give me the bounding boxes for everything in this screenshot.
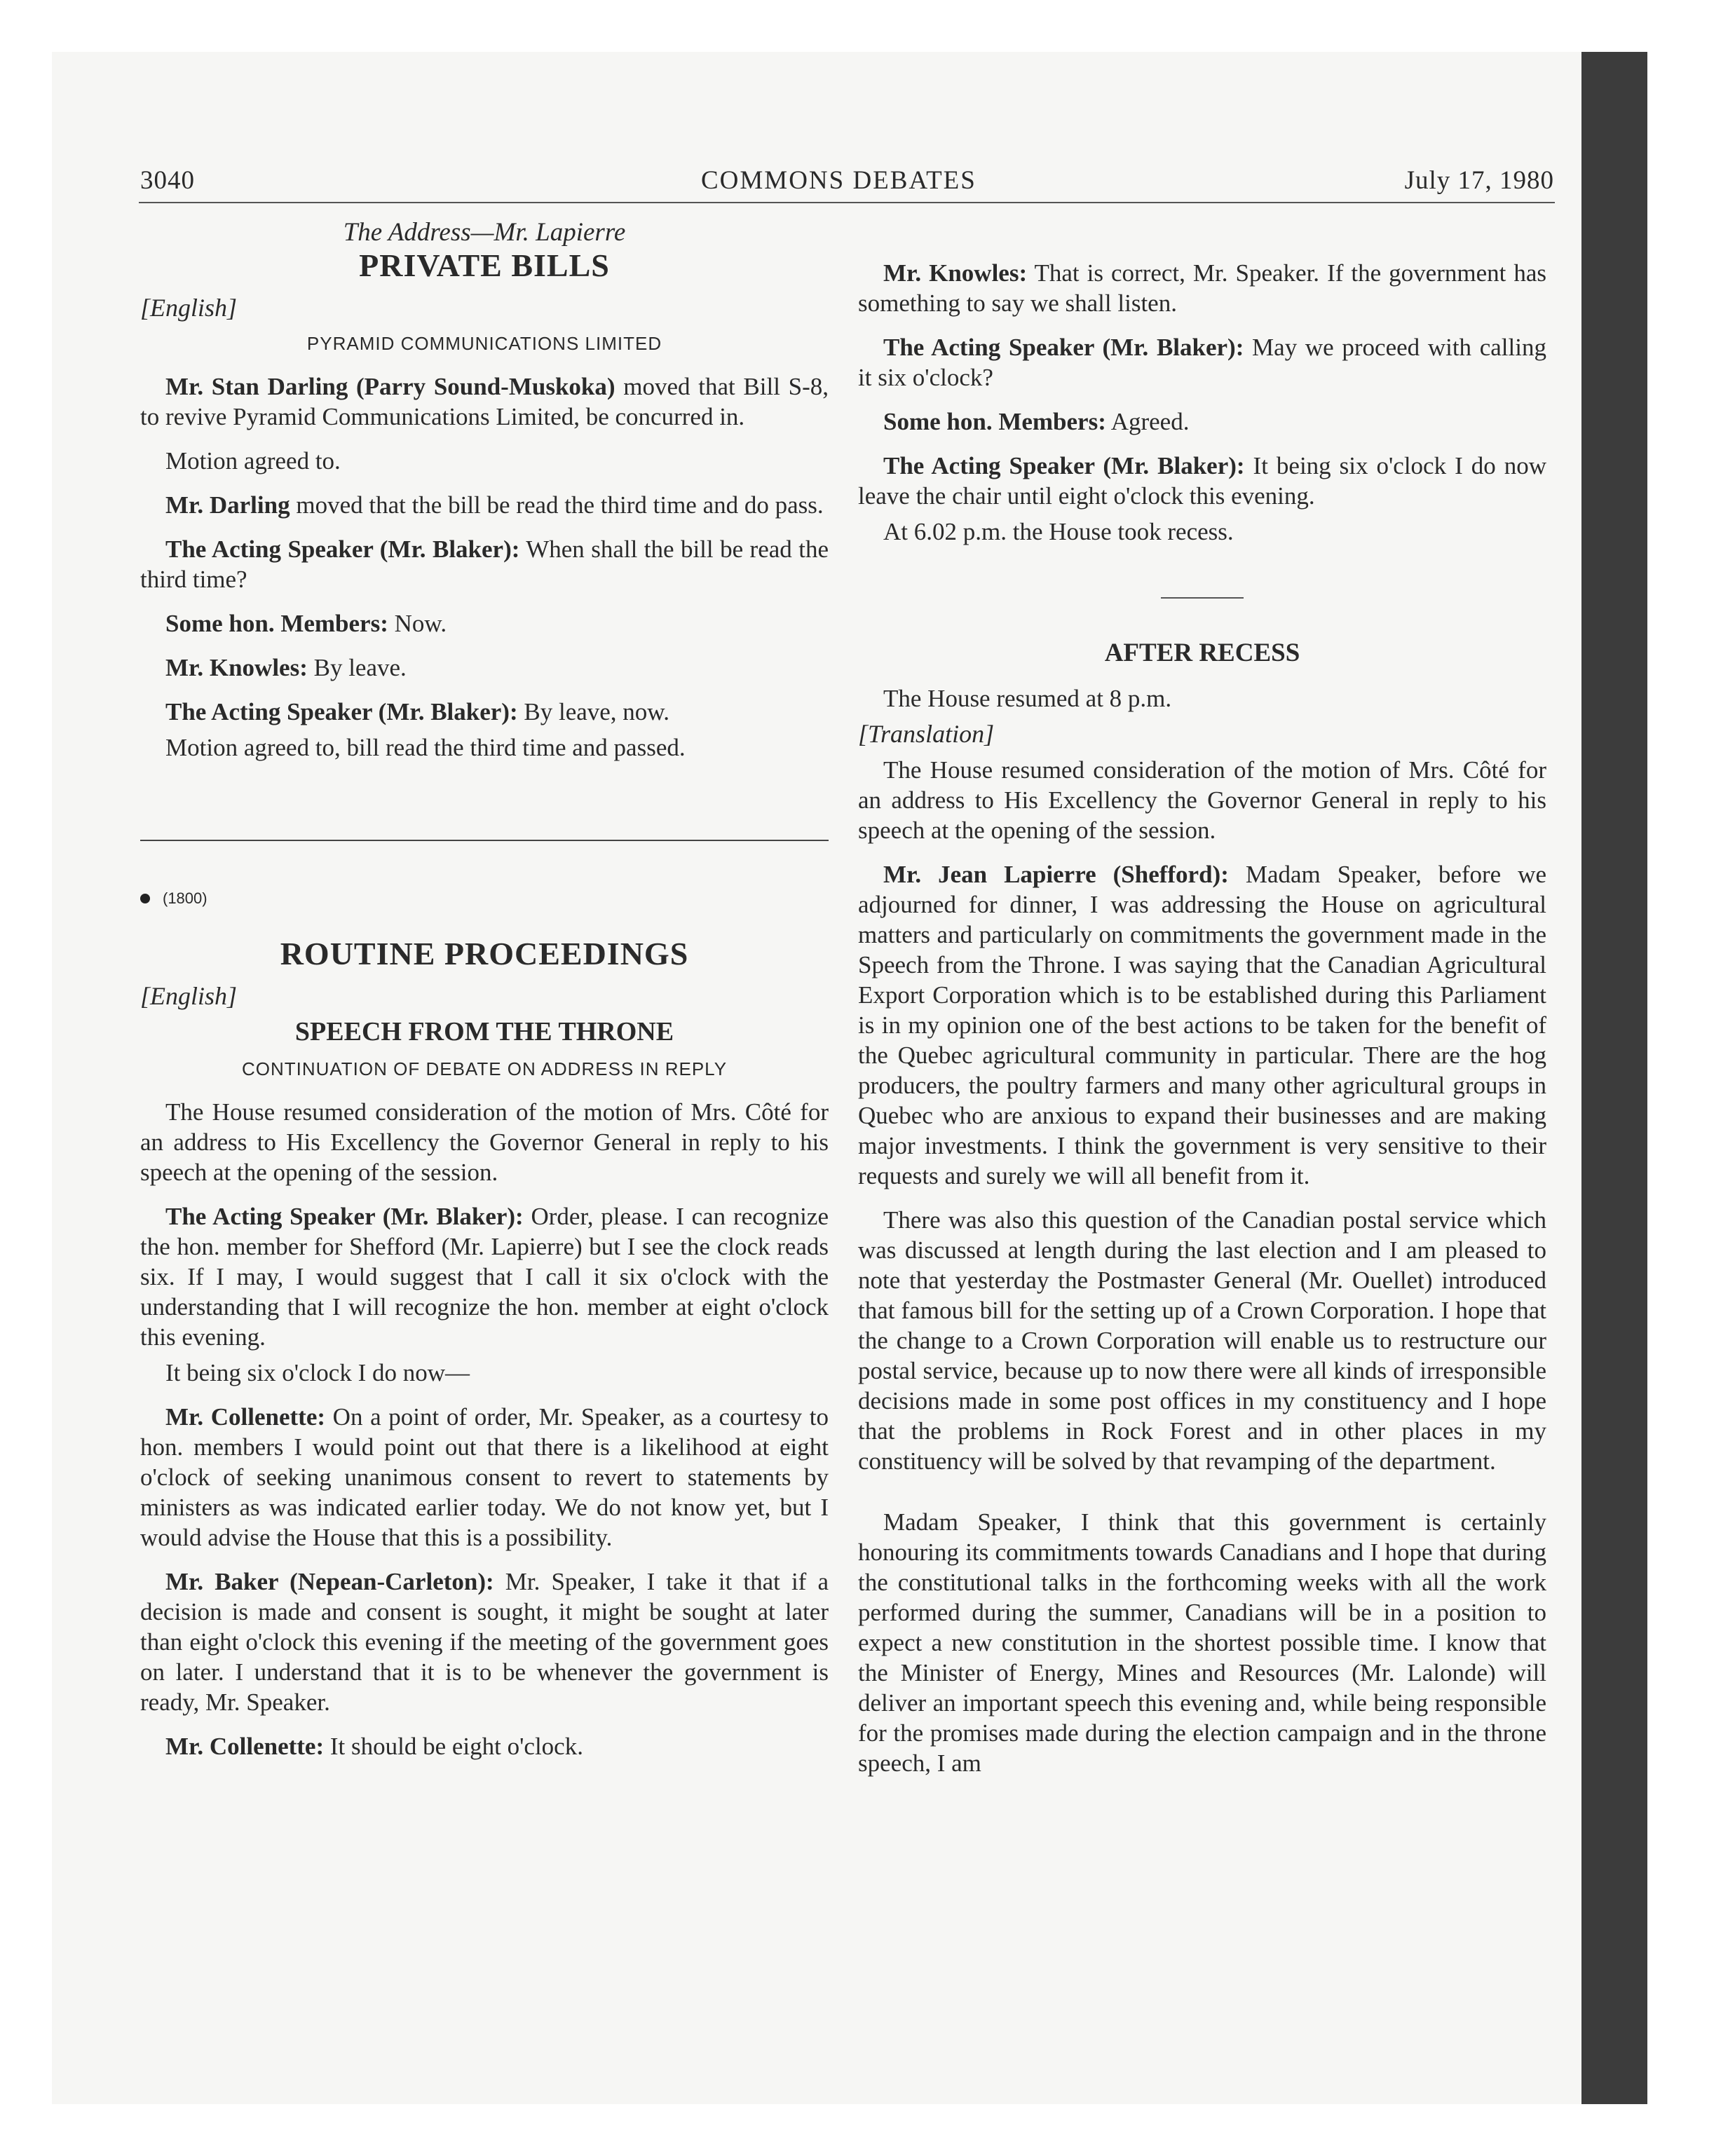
paragraph: [140, 371, 829, 432]
paragraph-text: moved that the bill be read the third time and do pass.: [290, 491, 824, 519]
paragraph-text: May we proceed with calling it six o'clock?: [858, 334, 1546, 391]
paragraph-text: Agreed.: [1105, 408, 1190, 435]
right-column: [858, 258, 1546, 1792]
paragraph-text: By leave, now.: [517, 698, 670, 725]
paragraph: [858, 258, 1546, 318]
paragraph: [858, 451, 1546, 511]
paragraph: [140, 1402, 829, 1553]
paragraph: It being six o'clock I do now—: [165, 1359, 470, 1386]
paragraph-text: moved that Bill S-8, to revive Pyramid Communications Limited, be concurred in.: [140, 373, 829, 430]
paragraph: The House resumed at 8 p.m.: [883, 685, 1172, 712]
paragraph: [140, 653, 829, 683]
subheading-continuation: CONTINUATION OF DEBATE ON ADDRESS IN REPLY: [241, 1058, 728, 1079]
paragraph: Motion agreed to.: [165, 447, 341, 475]
speaker-name: The Acting Speaker (Mr. Blaker):: [165, 535, 520, 563]
speaker-name: The Acting Speaker (Mr. Blaker):: [883, 334, 1244, 361]
paragraph-text: It being six o'clock I do now leave the chair until eight o'clock this evening.: [858, 452, 1546, 510]
language-tag: [Translation]: [858, 720, 995, 748]
paragraph-text: Order, please. I can recognize the hon. member for Shefford (Mr. Lapierre) but I see the clock reads six. If I may, I would suggest that I call it six o'clock with the understanding that I will recognize the hon. member at eight o'clock this evening.: [140, 1203, 829, 1351]
time-marker: [140, 883, 829, 913]
paragraph: [140, 490, 829, 520]
speaker-name: The Acting Speaker (Mr. Blaker):: [165, 1203, 524, 1230]
paragraph: [140, 697, 829, 727]
paragraph-text: Now.: [388, 610, 447, 637]
paragraph-text: When shall the bill be read the third time?: [140, 535, 829, 593]
paragraph-text: Mr. Speaker, I take it that if a decision is made and consent is sought, it might be sought at later than eight o'clock this evening if the meeting of the government goes on later. I understand that it is to be whenever the government is ready, Mr. Speaker.: [140, 1568, 829, 1716]
paragraph-text: Madam Speaker, before we adjourned for dinner, I was addressing the House on agricultural matters and particularly on commitments the government made in the Speech from the Throne. I was saying that the Canadian Agricultural Export Corporation which is to be established during this Parliament is in my opinion one of the best actions to be taken for the benefit of the Quebec agricultural community in particular. There are the hog producers, the poultry farmers and many other agricultural groups in Quebec who are anxious to expand their businesses and are making major investments. I think the government is very sensitive to their requests and surely we will all benefit from it.: [858, 861, 1546, 1189]
paragraph: Motion agreed to, bill read the third time and passed.: [165, 734, 686, 761]
time-marker-text: (1800): [163, 889, 207, 907]
running-title: The Address—Mr. Lapierre: [343, 218, 626, 247]
paragraph: The House resumed consideration of the motion of Mrs. Côté for an address to His Excellency the Governor General in reply to his speech at the opening of the session.: [858, 756, 1546, 844]
page-number: 3040: [140, 166, 195, 195]
paragraph: [858, 407, 1546, 437]
header-rule: [139, 202, 1555, 203]
section-heading-after-recess: AFTER RECESS: [1104, 639, 1300, 667]
speaker-name: Mr. Jean Lapierre (Shefford):: [883, 861, 1229, 888]
speaker-name: Mr. Baker (Nepean-Carleton):: [165, 1568, 494, 1595]
language-tag: [English]: [140, 982, 238, 1010]
publication-title: COMMONS DEBATES: [701, 166, 977, 195]
section-heading-routine-proceedings: ROUTINE PROCEEDINGS: [280, 936, 689, 971]
paragraph-text: On a point of order, Mr. Speaker, as a courtesy to hon. members I would point out that there is a likelihood at eight o'clock of seeking unanimous consent to revert to statements by ministers as was indicated earlier today. We do not know yet, but I would advise the House that this is a possibility.: [140, 1403, 829, 1551]
scan-edge-shadow: [1581, 52, 1647, 2104]
paragraph: [858, 332, 1546, 393]
speaker-name: Mr. Darling: [165, 491, 290, 519]
paragraph: [858, 859, 1546, 1191]
speaker-name: Some hon. Members:: [883, 408, 1106, 435]
section-divider: [1161, 597, 1244, 599]
paragraph: [140, 1567, 829, 1717]
language-tag: [English]: [140, 294, 238, 322]
speaker-name: Mr. Knowles:: [883, 259, 1028, 287]
publication-date: July 17, 1980: [1404, 166, 1554, 195]
paragraph: [140, 534, 829, 594]
paragraph: Madam Speaker, I think that this government is certainly honouring its commitments towards Canadians and I hope that during the constitutional talks in the forthcoming weeks with all the work performed during the summer, Canadians will be in a position to expect a new constitution in the shortest possible time. I know that the Minister of Energy, Mines and Resources (Mr. Lalonde) will deliver an important speech this evening and, while being responsible for the promises made during the election campaign and in the throne speech, I am: [858, 1508, 1546, 1777]
left-column: [140, 217, 829, 1775]
subheading-speech-from-throne: SPEECH FROM THE THRONE: [294, 1017, 674, 1046]
subheading-pyramid: PYRAMID COMMUNICATIONS LIMITED: [306, 333, 662, 354]
paragraph: There was also this question of the Canadian postal service which was discussed at length during the last election and I am pleased to note that yesterday the Postmaster General (Mr. Ouellet) introduced that famous bill for the setting up of a Crown Corporation. I hope that the change to a Crown Corporation will enable us to restructure our postal service, because up to now there were all kinds of irresponsible decisions made in some post offices in my constituency and I hope that the problems in Rock Forest and in other places in my constituency will be solved by that revamping of the department.: [858, 1206, 1546, 1475]
speaker-name: Some hon. Members:: [165, 610, 388, 637]
paragraph-text: It should be eight o'clock.: [324, 1733, 583, 1760]
section-divider: [140, 840, 829, 841]
bullet-icon: [140, 894, 150, 903]
paragraph-text: By leave.: [307, 654, 407, 681]
section-heading-private-bills: PRIVATE BILLS: [359, 247, 610, 283]
paragraph-text: That is correct, Mr. Speaker. If the government has something to say we shall listen.: [858, 259, 1546, 317]
paragraph: [140, 1731, 829, 1761]
paragraph: [140, 608, 829, 639]
speaker-name: The Acting Speaker (Mr. Blaker):: [165, 698, 518, 725]
speaker-name: Mr. Collenette:: [165, 1403, 326, 1431]
paragraph: The House resumed consideration of the motion of Mrs. Côté for an address to His Excellency the Governor General in reply to his speech at the opening of the session.: [140, 1098, 829, 1186]
speaker-name: The Acting Speaker (Mr. Blaker):: [883, 452, 1245, 479]
speaker-name: Mr. Collenette:: [165, 1733, 325, 1760]
paragraph: At 6.02 p.m. the House took recess.: [883, 518, 1234, 545]
speaker-name: Mr. Stan Darling (Parry Sound-Muskoka): [165, 373, 615, 400]
speaker-name: Mr. Knowles:: [165, 654, 308, 681]
paragraph: [140, 1201, 829, 1352]
